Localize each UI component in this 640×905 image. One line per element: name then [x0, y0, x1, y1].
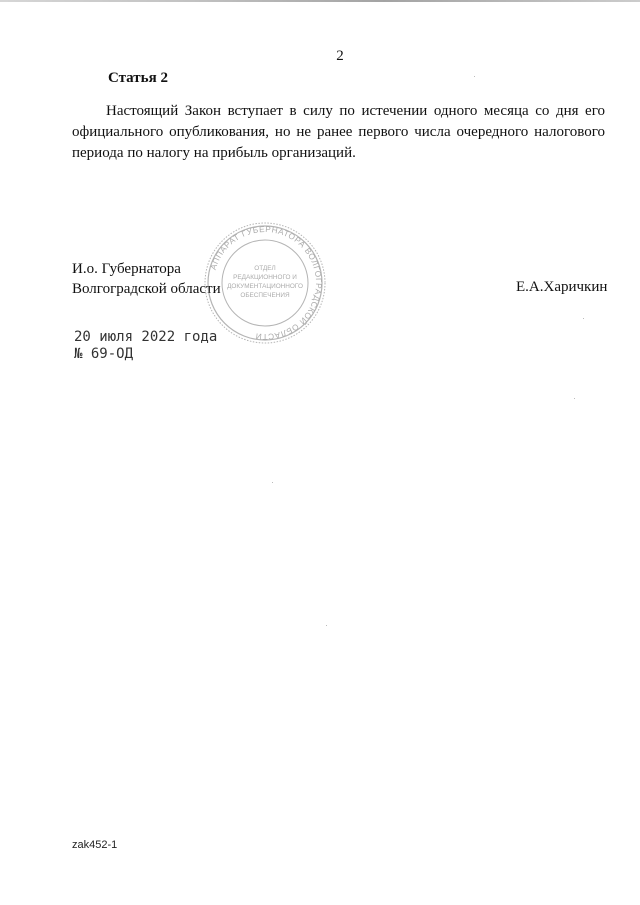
seal-outer-text: АППАРАТ ГУБЕРНАТОРА ВОЛГОГРАДСКОЙ ОБЛАСТИ — [208, 224, 324, 342]
signatory-position-line2: Волгоградской области — [72, 281, 221, 297]
signatory-position-line1: И.о. Губернатора — [72, 261, 181, 277]
signatory-name: Е.А.Харичкин — [516, 279, 608, 295]
scan-speck — [574, 398, 575, 399]
registration-date: 20 июля 2022 года — [74, 329, 218, 345]
scan-speck — [272, 482, 273, 483]
scan-speck — [583, 318, 584, 319]
seal-inner-line2: РЕДАКЦИОННОГО И — [233, 274, 297, 281]
seal-inner-line3: ДОКУМЕНТАЦИОННОГО — [227, 283, 303, 290]
registration-number: № 69-ОД — [74, 346, 134, 362]
scan-speck — [474, 76, 475, 77]
document-code: zak452-1 — [72, 839, 118, 851]
official-seal-stamp — [203, 221, 327, 345]
page-number: 2 — [336, 48, 344, 64]
seal-inner-line4: ОБЕСПЕЧЕНИЯ — [240, 292, 290, 299]
registration-stamp — [74, 329, 217, 363]
article-body: Настоящий Закон вступает в силу по истечении одного месяца со дня его официального опубликования, но не ранее первого числа очередного налогового периода по налогу на прибыль организаций. — [72, 103, 605, 161]
scan-top-edge — [0, 0, 640, 2]
scan-speck — [326, 625, 327, 626]
signatory-position — [72, 259, 221, 299]
seal-inner-line1: ОТДЕЛ — [254, 265, 276, 272]
article-title: Статья 2 — [108, 70, 168, 86]
